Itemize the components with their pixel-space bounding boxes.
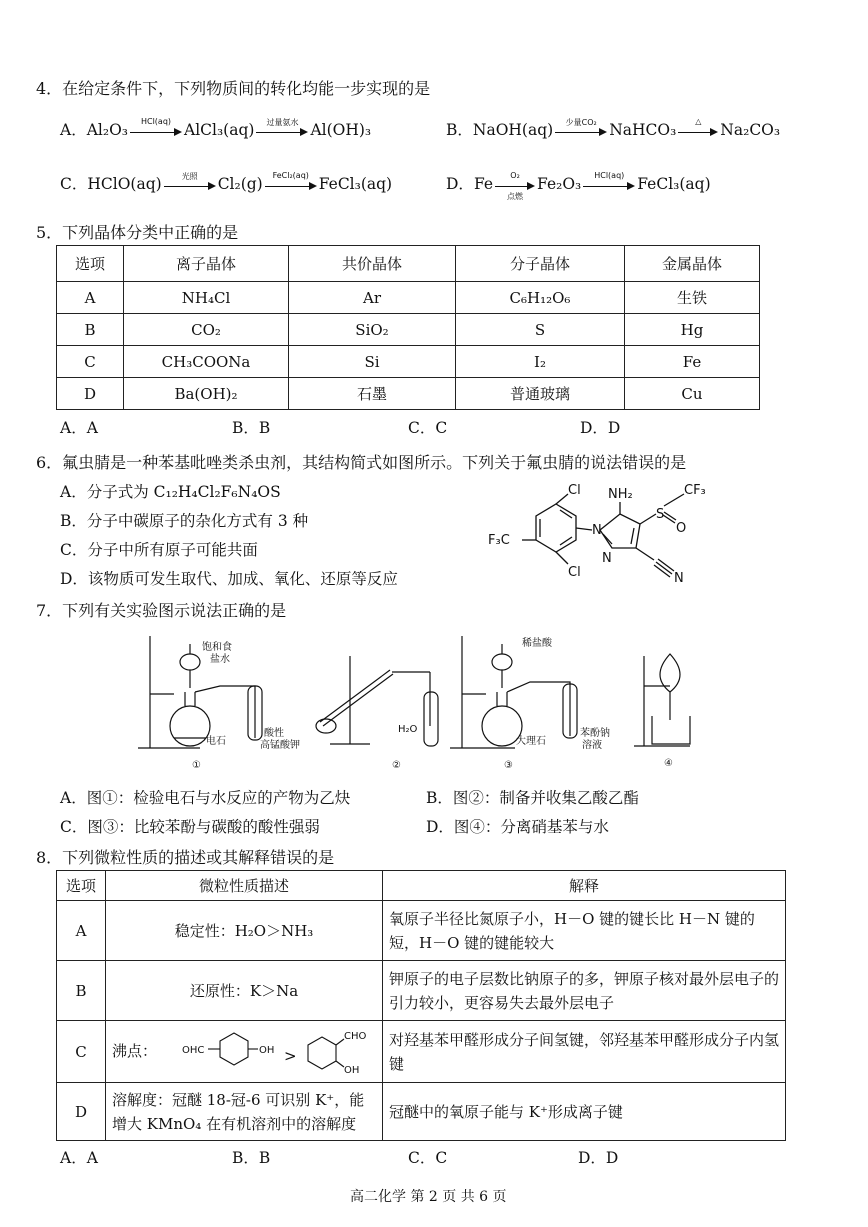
table-cell: CO₂ <box>124 314 289 346</box>
table-cell: B <box>57 314 124 346</box>
group-label: CHO <box>343 1030 367 1042</box>
figure-label: 酸性 <box>264 728 284 739</box>
q7-option-d[interactable]: D．图④：分离硝基苯与水 <box>426 818 609 836</box>
reaction-arrow <box>164 172 216 192</box>
table-cell: A <box>57 282 124 314</box>
table-cell: I₂ <box>456 346 625 378</box>
page-footer: 高二化学 第 2 页 共 6 页 <box>350 1189 507 1205</box>
figure-label: 稀盐酸 <box>522 638 552 649</box>
table-cell: 钾原子的电子层数比钠原子的多，钾原子核对最外层电子的引力较小，更容易失去最外层电子 <box>383 961 786 1021</box>
option-label: A． <box>60 121 87 139</box>
atom-label: Cl <box>568 565 581 580</box>
reaction-condition: FeCl₂(aq) <box>272 171 309 180</box>
table-row <box>57 961 786 1021</box>
table-header-row <box>57 871 786 901</box>
q7-option-c[interactable]: C．图③：比较苯酚与碳酸的酸性强弱 <box>60 818 320 836</box>
q6-option-a[interactable]: A．分子式为 C₁₂H₄Cl₂F₆N₄OS <box>60 483 281 501</box>
reaction-condition: HCl(aq) <box>594 171 625 180</box>
answer-option-c[interactable]: C．C <box>408 1149 448 1167</box>
table-header-row <box>57 246 760 282</box>
formula: Al(OH)₃ <box>310 121 372 139</box>
table-cell: 稳定性：H₂O＞NH₃ <box>106 901 383 961</box>
formula: Fe₂O₃ <box>537 175 582 193</box>
figure-label: 大理石 <box>516 736 546 747</box>
atom-label: S <box>656 507 665 522</box>
option-label: B． <box>446 121 473 139</box>
figure-number: ② <box>392 760 401 771</box>
table-row <box>57 1083 786 1141</box>
reaction-arrow <box>555 118 607 138</box>
answer-option-d[interactable]: D．D <box>578 1149 619 1167</box>
table-row <box>57 378 760 410</box>
formula: Cl₂(g) <box>217 175 263 193</box>
figure-label: 高锰酸钾 <box>260 740 300 751</box>
reaction-arrow <box>583 171 635 192</box>
q4-option-d[interactable] <box>446 171 711 201</box>
atom-label: O <box>676 521 687 536</box>
table-cell: 溶解度：冠醚 18-冠-6 可识别 K⁺，能增大 KMnO₄ 在有机溶剂中的溶解度 <box>106 1083 383 1141</box>
table-header: 微粒性质描述 <box>106 871 383 901</box>
atom-label: CF₃ <box>684 483 706 498</box>
q4-option-a[interactable] <box>60 118 371 140</box>
table-cell: Si <box>289 346 456 378</box>
table-header: 解释 <box>383 871 786 901</box>
option-label: C． <box>60 175 88 193</box>
table-row <box>57 1021 786 1083</box>
group-label: OH <box>258 1044 275 1056</box>
table-cell: Hg <box>625 314 760 346</box>
fipronil-structure <box>488 476 718 588</box>
group-label: OH <box>343 1064 360 1076</box>
option-label: D． <box>446 175 474 193</box>
table-cell: S <box>456 314 625 346</box>
table-row <box>57 346 760 378</box>
table-cell: SiO₂ <box>289 314 456 346</box>
answer-option-b[interactable]: B．B <box>232 419 271 437</box>
reaction-condition: 光照 <box>181 172 198 181</box>
reaction-condition: 少量CO₂ <box>565 118 597 127</box>
q5-stem: 5．下列晶体分类中正确的是 <box>36 223 239 242</box>
figure-label: H₂O <box>398 724 418 735</box>
table-cell: NH₄Cl <box>124 282 289 314</box>
answer-option-a[interactable]: A．A <box>60 419 98 437</box>
reaction-condition: △ <box>695 117 702 126</box>
q8-stem: 8．下列微粒性质的描述或其解释错误的是 <box>36 848 335 867</box>
figure-label: 电石 <box>206 736 226 747</box>
atom-label: N <box>602 551 612 566</box>
formula: FeCl₃(aq) <box>637 175 711 193</box>
formula: Na₂CO₃ <box>720 121 781 139</box>
table-cell: CH₃COONa <box>124 346 289 378</box>
table-cell: C₆H₁₂O₆ <box>456 282 625 314</box>
formula: HClO(aq) <box>87 175 162 193</box>
q7-option-a[interactable]: A．图①：检验电石与水反应的产物为乙炔 <box>60 789 351 807</box>
comparison-sign: > <box>283 1046 297 1065</box>
formula: FeCl₃(aq) <box>318 175 393 193</box>
reaction-condition: HCl(aq) <box>140 117 172 126</box>
q7-stem: 7．下列有关实验图示说法正确的是 <box>36 601 287 620</box>
atom-label: Cl <box>568 483 581 498</box>
table-row <box>57 282 760 314</box>
table-cell: D <box>57 1083 106 1141</box>
q6-option-c[interactable]: C．分子中所有原子可能共面 <box>60 541 258 559</box>
table-cell: 对羟基苯甲醛形成分子间氢键，邻羟基苯甲醛形成分子内氢键 <box>383 1021 786 1083</box>
table-cell: Fe <box>625 346 760 378</box>
answer-option-c[interactable]: C．C <box>408 419 448 437</box>
table-cell: A <box>57 901 106 961</box>
atom-label: N <box>674 571 684 586</box>
q6-stem: 6．氟虫腈是一种苯基吡唑类杀虫剂，其结构简式如图所示。下列关于氟虫腈的说法错误的是 <box>36 453 687 472</box>
formula: NaHCO₃ <box>609 121 677 139</box>
table-cell: 普通玻璃 <box>456 378 625 410</box>
q4-option-b[interactable] <box>446 118 780 140</box>
answer-option-a[interactable]: A．A <box>60 1149 98 1167</box>
table-cell: Ar <box>289 282 456 314</box>
q4-option-c[interactable] <box>60 172 392 194</box>
table-cell: 冠醚中的氧原子能与 K⁺形成离子键 <box>383 1083 786 1141</box>
reaction-arrow <box>265 171 317 192</box>
formula: NaOH(aq) <box>472 121 554 139</box>
table-header: 金属晶体 <box>625 246 760 282</box>
q6-option-d[interactable]: D．该物质可发生取代、加成、氧化、还原等反应 <box>60 570 398 588</box>
table-header: 离子晶体 <box>124 246 289 282</box>
q7-apparatus-figures <box>130 626 720 774</box>
table-header: 选项 <box>57 871 106 901</box>
table-cell: 生铁 <box>625 282 760 314</box>
formula: Fe <box>473 175 494 193</box>
q4-stem: 4．在给定条件下，下列物质间的转化均能一步实现的是 <box>36 79 431 98</box>
atom-label: N <box>592 523 602 538</box>
boiling-point-label: 沸点： <box>112 1041 158 1060</box>
table-cell: C <box>57 346 124 378</box>
reaction-arrow <box>130 117 182 138</box>
formula: Al₂O₃ <box>86 121 128 139</box>
table-header: 共价晶体 <box>289 246 456 282</box>
figure-label: 溶液 <box>582 740 602 751</box>
table-cell: 还原性：K＞Na <box>106 961 383 1021</box>
table-cell: Cu <box>625 378 760 410</box>
figure-number: ④ <box>664 758 673 769</box>
hydroxybenzaldehyde-structures <box>162 1027 372 1077</box>
q6-option-b[interactable]: B．分子中碳原子的杂化方式有 3 种 <box>60 512 309 530</box>
table-cell: 石墨 <box>289 378 456 410</box>
group-label: OHC <box>181 1044 205 1056</box>
figure-number: ① <box>192 760 201 771</box>
q7-option-b[interactable]: B．图②：制备并收集乙酸乙酯 <box>426 789 639 807</box>
reaction-condition: 点燃 <box>507 192 524 201</box>
answer-option-b[interactable]: B．B <box>232 1149 271 1167</box>
table-cell <box>106 1021 383 1083</box>
reaction-arrow <box>256 118 308 138</box>
q8-table <box>56 870 786 1141</box>
table-cell: D <box>57 378 124 410</box>
figure-label: 饱和食 <box>202 642 232 653</box>
reaction-arrow <box>495 171 535 201</box>
table-header: 选项 <box>57 246 124 282</box>
reaction-condition: 过量氨水 <box>266 118 299 127</box>
table-cell: Ba(OH)₂ <box>124 378 289 410</box>
atom-label: NH₂ <box>608 487 633 502</box>
formula: AlCl₃(aq) <box>184 121 255 139</box>
figure-label: 盐水 <box>210 654 230 665</box>
table-row <box>57 901 786 961</box>
table-header: 分子晶体 <box>456 246 625 282</box>
figure-number: ③ <box>504 760 513 771</box>
answer-option-d[interactable]: D．D <box>580 419 621 437</box>
reaction-condition: O₂ <box>510 171 520 180</box>
figure-label: 苯酚钠 <box>580 728 610 739</box>
table-row <box>57 314 760 346</box>
q5-table <box>56 245 760 410</box>
table-cell: 氧原子半径比氮原子小，H－O 键的键长比 H－N 键的短，H－O 键的键能较大 <box>383 901 786 961</box>
table-cell: B <box>57 961 106 1021</box>
atom-label: F₃C <box>488 533 510 548</box>
reaction-arrow <box>678 117 718 138</box>
table-cell: C <box>57 1021 106 1083</box>
